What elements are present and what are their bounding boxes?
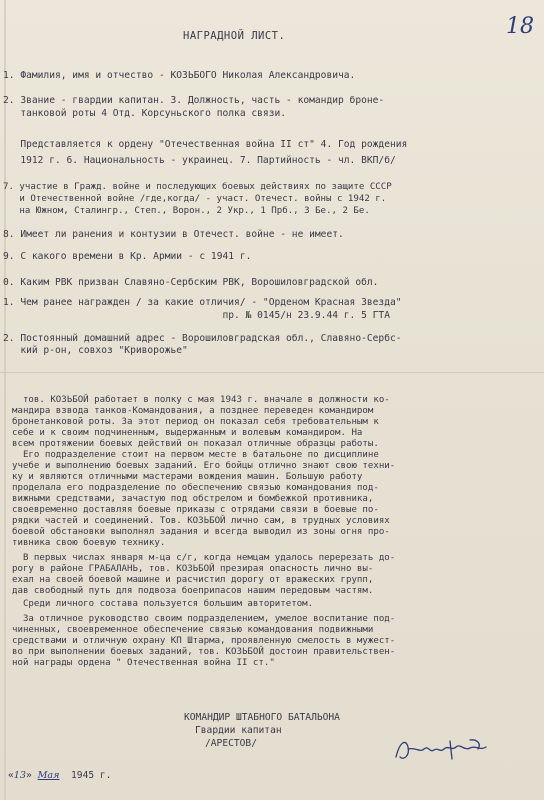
narrative-line: средствами и отличную охрану КП Штарма, проявленную смелость в мужест- — [12, 636, 396, 646]
fold-line — [0, 372, 544, 373]
signatory-rank: Гвардии капитан — [195, 725, 282, 736]
narrative-line: бронетанковой роты. За этот период он показал себя требовательным к — [12, 417, 379, 427]
form-line: 8. Имеет ли ранения и контузии в Отечест. войне - не имеет. — [3, 229, 344, 240]
document-title: НАГРАДНОЙ ЛИСТ. — [183, 30, 286, 42]
narrative-line: ехал на своей боевой машине и расчистил дорогу от вражеских групп, — [12, 575, 374, 585]
signatory-name: /АРЕСТОВ/ — [205, 738, 257, 749]
signatory-title: КОМАНДИР ШТАБНОГО БАТАЛЬОНА — [184, 712, 340, 723]
form-line: 1. Чем ранее награжден / за какие отличия/ - "Орденом Красная Звезда" — [3, 297, 402, 308]
narrative-line: Среди личного состава пользуется большим авторитетом. — [12, 599, 314, 609]
form-line: на Южном, Сталингр., Степ., Ворон., 2 Укр., 1 Прб., 3 Бе., 2 Бе. — [3, 206, 370, 216]
form-line: пр. № 0145/н 23.9.44 г. 5 ГТА — [3, 310, 390, 321]
form-line: и Отечественной войне /где,когда/ - участ. Отечест. войны с 1942 г. — [3, 194, 387, 204]
narrative-line: себе и к своим подчиненным, выдержанным и волевым командиром. На — [12, 428, 363, 438]
narrative-line: дав свободный путь для подвоза боеприпасов нашим передовым частям. — [12, 586, 374, 596]
date-year: 1945 г. — [71, 770, 112, 781]
form-line: 2. Звание - гвардии капитан. 3. Должность, часть - командир броне- — [3, 95, 385, 106]
form-line: 7. участие в Гражд. войне и последующих боевых действиях по защите СССР — [3, 182, 392, 192]
form-line: 9. С какого времени в Кр. Армии - с 1941 г. — [3, 251, 252, 262]
narrative-line: учебе и выполнению боевых заданий. Его бойцы отлично знают свою техни- — [12, 461, 396, 471]
narrative-line: проделала его подразделение по обеспечению связью командования под- — [12, 483, 379, 493]
narrative-line: боевой обстановки выполнял задания и всегда выводил из зоны огня про- — [12, 527, 390, 537]
form-line: Представляется к ордену "Отечественная война II ст" 4. Год рождения — [3, 139, 408, 150]
narrative-line: тивника свою боевую технику. — [12, 538, 166, 548]
narrative-line: мандира взвода танков-Командования, а позднее переведен командиром — [12, 406, 374, 416]
narrative-line: ной награды ордена " Отечественная война II ст." — [12, 658, 275, 668]
form-line: 2. Постоянный домашний адрес - Ворошиловградская обл., Славяно-Сербс- — [3, 333, 402, 344]
narrative-line: рогу в районе ГРАБАЛАНЬ, тов. КОЗЬБОЙ презирая опасность лично вы- — [12, 564, 374, 574]
form-line: кий р-он, совхоз "Криворожье" — [3, 345, 188, 356]
narrative-line: ку и являются отличными мастерами вождения машин. Большую работу — [12, 472, 363, 482]
narrative-line: во при выполнении боевых заданий, тов. КОЗЬБОЙ достоин правительствен- — [12, 647, 396, 657]
narrative-line: всем протяжении боевых действий он показал отличные образцы работы. — [12, 439, 379, 449]
narrative-line: В первых числах января м-ца с/г, когда немцам удалось перерезать до- — [12, 553, 396, 563]
form-line: 0. Каким РВК призван Славяно-Сербским РВК, Ворошиловградской обл. — [3, 277, 379, 288]
handwritten-signature — [390, 735, 510, 765]
form-line: 1. Фамилия, имя и отчество - КОЗЬБОГО Николая Александровича. — [3, 70, 356, 81]
date-month: Мая — [37, 770, 60, 781]
narrative-line: За отличное руководство своим подразделением, умелое воспитание под- — [12, 614, 396, 624]
narrative-line: своевременно доставляя боевые приказы с отрядами связи в боевые по- — [12, 505, 379, 515]
date-line: «13» Мая 1945 г. — [8, 770, 112, 781]
page-number: 18 — [506, 14, 534, 39]
narrative-line: Его подразделение стоит на первом месте в батальоне по дисциплине — [12, 450, 379, 460]
narrative-line: чиненных, своевременное обеспечение связью командования подвижными — [12, 625, 374, 635]
form-line: 1912 г. 6. Национальность - украинец. 7. Партийность - чл. ВКП/б/ — [3, 155, 396, 166]
narrative-line: тов. КОЗЬБОЙ работает в полку с мая 1943 г. вначале в должности ко- — [12, 395, 390, 405]
left-edge — [4, 0, 6, 800]
narrative-line: рядки частей и соединений. Тов. КОЗЬБОЙ лично сам, в трудных условиях — [12, 516, 390, 526]
narrative-line: вижными средствами, зачастую под обстрелом и бомбежкой противника, — [12, 494, 374, 504]
date-day: 13 — [13, 770, 26, 781]
form-line: танковой роты 4 Отд. Корсуньского полка связи. — [3, 108, 287, 119]
